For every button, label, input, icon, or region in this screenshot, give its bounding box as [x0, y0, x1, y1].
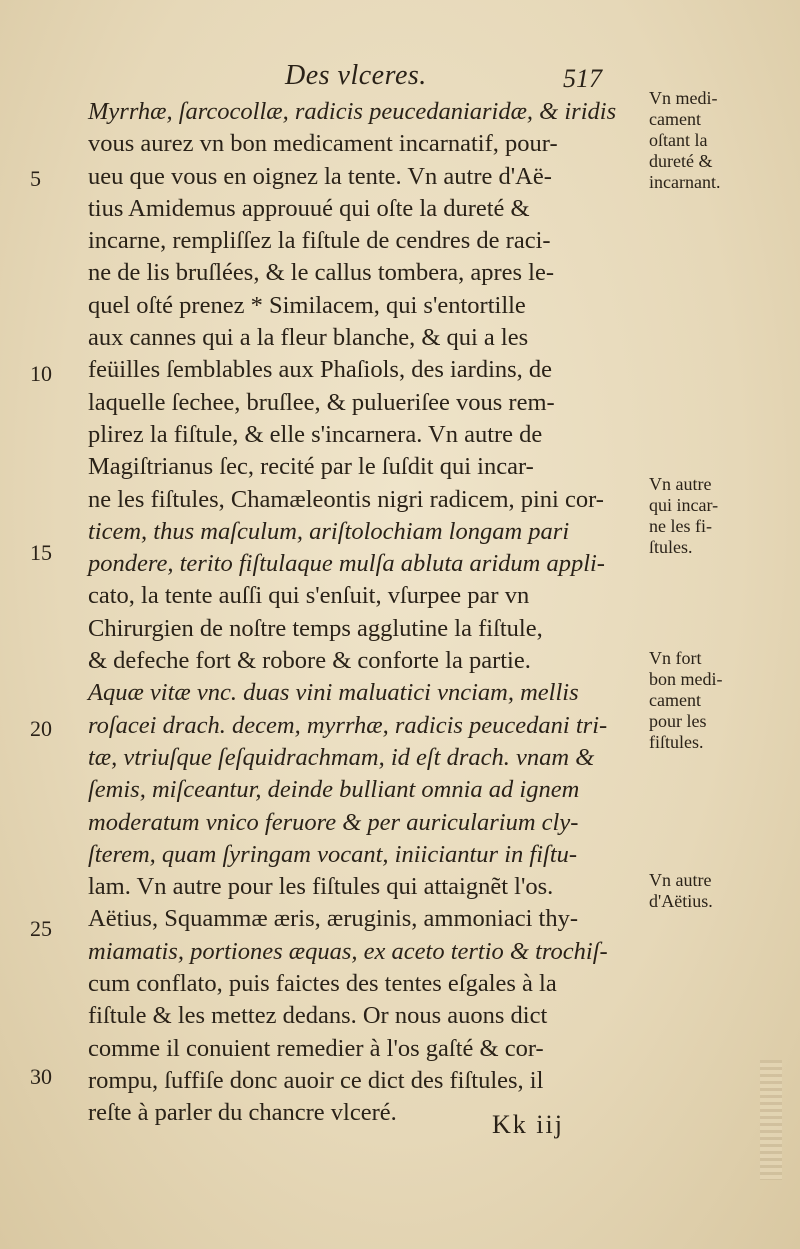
text-line: ne les fiſtules, Chamæleontis nigri radicem, pini cor-	[88, 485, 604, 513]
margin-note-line: d'Aëtius.	[649, 891, 713, 911]
margin-note-line: oſtant la	[649, 130, 708, 150]
margin-note-line: Vn autre	[649, 870, 712, 890]
text-line: quel oſté prenez * Similacem, qui s'entortille	[88, 291, 526, 319]
margin-note	[649, 88, 789, 193]
margin-note-line: incarnant.	[649, 172, 721, 192]
margin-note-line: dureté &	[649, 151, 713, 171]
text-line: moderatum vnico feruore & per auricularium cly-	[88, 808, 579, 836]
text-line: Magiſtrianus ſec, recité par le ſuſdit qui incar-	[88, 453, 534, 481]
margin-note-line: pour les	[649, 711, 707, 731]
text-line: aux cannes qui a la fleur blanche, & qui a les	[88, 324, 529, 352]
line-number: 15	[30, 540, 52, 565]
text-line: & defeche fort & robore & conforte la partie.	[88, 647, 531, 675]
margin-note	[649, 648, 789, 753]
line-number: 25	[30, 916, 52, 941]
text-line: ticem, thus maſculum, ariſtolochiam longam pari	[88, 517, 570, 545]
main-text-block	[88, 96, 653, 1130]
line-number: 30	[30, 1064, 52, 1089]
text-line: plirez la fiſtule, & elle s'incarnera. Vn autre de	[88, 420, 543, 448]
text-line: ſemis, miſceantur, deinde bulliant omnia ad ignem	[88, 776, 580, 804]
text-line: Myrrhæ, ſarcocollæ, radicis peucedaniaridæ, & iridis	[88, 98, 617, 125]
text-line: pondere, terito fiſtulaque mulſa abluta aridum appli-	[88, 550, 605, 578]
line-number: 5	[30, 166, 41, 191]
text-line: lam. Vn autre pour les fiſtules qui attaignẽt l'os.	[88, 873, 554, 901]
text-line: ueu que vous en oignez la tente. Vn autre d'Aë-	[88, 162, 552, 190]
text-line: cato, la tente auſſi qui s'enſuit, vſurpee par vn	[88, 582, 530, 610]
margin-note-line: cament	[649, 690, 701, 710]
text-line: tius Amidemus approuué qui oſte la dureté &	[88, 194, 530, 222]
line-number: 20	[30, 716, 52, 741]
text-line: incarne, rempliſſez la fiſtule de cendres de raci-	[88, 227, 551, 255]
margin-note-line: Vn fort	[649, 648, 702, 668]
margin-note	[649, 870, 789, 912]
margin-note-line: ſtules.	[649, 537, 693, 557]
text-line: cum conflato, puis faictes des tentes eſgales à la	[88, 970, 557, 998]
margin-note-line: fiſtules.	[649, 732, 704, 752]
text-line: Aquæ vitæ vnc. duas vini maluatici vnciam, mellis	[88, 679, 579, 707]
text-line: ne de lis bruſlées, & le callus tombera, apres le-	[88, 259, 555, 287]
text-line: vous aurez vn bon medicament incarnatif, pour-	[88, 130, 558, 158]
text-line: miamatis, portiones æquas, ex aceto tertio & trochiſ-	[88, 937, 608, 965]
page-header	[285, 60, 665, 100]
text-line: rompu, ſuffiſe donc auoir ce dict des fiſtules, il	[88, 1066, 544, 1094]
text-line: fiſtule & les mettez dedans. Or nous auons dict	[88, 1002, 548, 1030]
text-line: tæ, vtriuſque ſeſquidrachmam, id eſt drach. vnam &	[88, 743, 595, 771]
page-number: 517	[563, 64, 602, 93]
text-line: reſte à parler du chancre vlceré.	[88, 1099, 397, 1127]
text-line: Aëtius, Squammæ æris, æruginis, ammoniaci thy-	[88, 905, 578, 933]
line-number: 10	[30, 361, 52, 386]
text-line: feüilles ſemblables aux Phaſiols, des iardins, de	[88, 356, 553, 384]
margin-note-line: ne les fi-	[649, 516, 712, 536]
running-title: Des vlceres.	[285, 60, 427, 91]
margin-note-line: cament	[649, 109, 701, 129]
text-line: roſacei drach. decem, myrrhæ, radicis peucedani tri-	[88, 711, 608, 739]
margin-note-line: Vn autre	[649, 474, 712, 494]
text-line: laquelle ſechee, bruſlee, & pulueriſee vous rem-	[88, 388, 555, 416]
margin-note-line: qui incar-	[649, 495, 719, 515]
margin-note-line: bon medi-	[649, 669, 723, 689]
margin-note	[649, 474, 789, 558]
page-edge-texture	[760, 1060, 782, 1180]
text-line: ſterem, quam ſyringam vocant, iniiciantur in fiſtu-	[88, 840, 578, 868]
signature-mark: Kk iij	[492, 1110, 564, 1139]
margin-note-line: Vn medi-	[649, 88, 718, 108]
text-line: Chirurgien de noſtre temps agglutine la fiſtule,	[88, 614, 543, 642]
text-line: comme il conuient remedier à l'os gaſté & cor-	[88, 1034, 544, 1062]
